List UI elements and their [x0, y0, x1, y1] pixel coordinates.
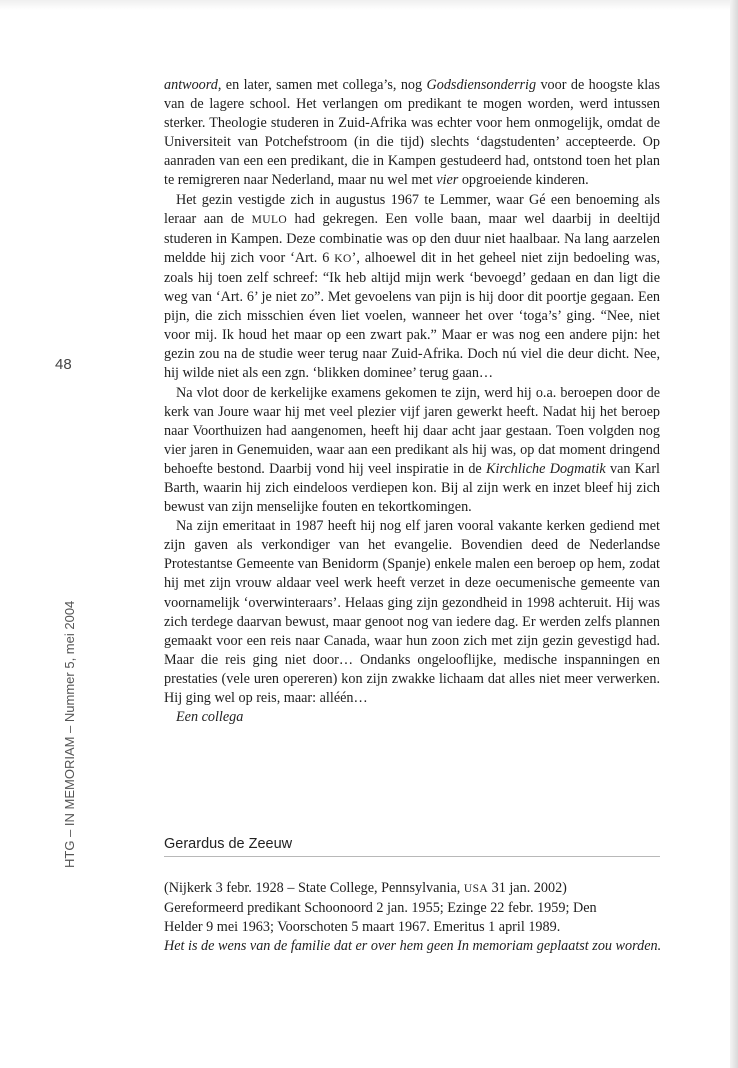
page-edge-right: [730, 0, 738, 1068]
bio-career-line-2: Helder 9 mei 1963; Voorschoten 5 maart 1967. Emeritus 1 april 1989.: [164, 919, 561, 936]
emphasis-vier: vier: [436, 172, 459, 189]
obituary-body: [164, 76, 660, 727]
book-title-kirchliche-dogmatik: Kirchliche Dogmatik: [486, 460, 606, 477]
signature: Een collega: [176, 709, 244, 726]
heading-divider: [164, 856, 660, 857]
section-heading: Gerardus de Zeeuw: [164, 836, 293, 852]
bio-family-note: Het is de wens van de familie dat er over hem geen In memoriam geplaatst zou worden.: [164, 938, 662, 955]
abbr-ko: KO: [334, 252, 352, 265]
bio-text: (Nijkerk 3 febr. 1928 – State College, Pennsylvania,: [164, 880, 464, 896]
paragraph-1: [164, 76, 660, 191]
bio-dates: [164, 879, 664, 899]
book-title-antwoord: antwoord: [164, 77, 218, 93]
paragraph-text: , en later, samen met collega’s, nog: [217, 77, 427, 93]
book-title-godsdiensonderrig: Godsdiensonderrig: [426, 77, 537, 93]
paragraph-text: had gekregen. Een volle baan, maar wel daarbij in deeltijd studeren in Kampen. Deze combinatie was op den duur niet haalbaar. Na lang aarzelen meldde hij zich voor ‘Art. 6: [164, 210, 660, 266]
paragraph-text: voor de hoogste klas van de lagere school. Het verlangen om predikant te mogen worden, werd intussen sterker. Theologie studeren in Zuid-Afrika was echter voor hem onmogelijk, omdat de Universiteit van Potchefstroom (in die tijd) slechts ‘dagstudenten’ accepteerde. Op aanraden van een een predikant, die in Kampen gestudeerd had, ontstond toen het plan te remigreren naar Nederland, maar nu wel met: [164, 77, 661, 189]
page-number: 48: [55, 356, 72, 373]
paragraph-text: van Karl Barth, waarin hij zich eindeloos verdiepen kon. Bij al zijn werk en inzet bleef hij zich bewust van zijn menselijke fouten en tekortkomingen.: [164, 460, 660, 516]
bio-text: 31 jan. 2002): [488, 880, 567, 896]
abbr-mulo: MULO: [251, 213, 288, 226]
paragraph-4: Na zijn emeritaat in 1987 heeft hij nog elf jaren vooral vakante kerken gediend met zijn gaven als verkondiger van het evangelie. Bovendien deed de Nederlandse Protestantse Gemeente van Benidorm (Spanje) enkele malen een beroep op hem, zodat hij met zijn vrouw aldaar veel werk heeft verzet in deze oecumenische gemeente van voornamelijk ‘overwinteraars’. Helaas ging zijn gezondheid in 1998 achteruit. Hij was zich terdege daarvan bewust, maar genoot nog van iedere dag. Er werden zelfs plannen gemaakt voor een reis naar Canada, waar hun zoon zich met zijn gezin gevestigd had. Maar die reis ging niet door… Ondanks ongelooflijke, medische inspanningen en prestaties (vele uren opereren) kon zijn zwakke lichaam dat alles niet meer verwerken. Hij ging wel op reis, maar: alléén…: [164, 518, 660, 706]
paragraph-text: Na vlot door de kerkelijke examens gekomen te zijn, werd hij o.a. beroepen door de kerk van Joure waar hij met veel plezier vijf jaren gewerkt heeft. Nadat hij het beroep naar Voorthuizen had aangenomen, heeft hij daar acht jaar gestaan. Toen volgden nog vier jaren in Genemuiden, waar aan een predikant als hij was, op dat moment dringend behoefte bestond. Daarbij vond hij veel inspiratie in de: [164, 384, 660, 477]
paragraph-text: Het gezin vestigde zich in augustus 1967 te Lemmer, waar Gé een benoeming als leraar aan de: [164, 191, 660, 227]
running-footer-caption: HTG – IN MEMORIAM – Nummer 5, mei 2004: [62, 600, 77, 868]
abbr-usa: USA: [463, 883, 489, 895]
paragraph-3: [164, 384, 660, 518]
page-edge-top: [0, 0, 738, 10]
paragraph-text: opgroeiende kinderen.: [458, 172, 589, 189]
paragraph-2: [164, 191, 660, 384]
bio-career-line-1: Gereformeerd predikant Schoonoord 2 jan. 1955; Ezinge 22 febr. 1959; Den: [164, 900, 597, 917]
biography-block: [164, 879, 664, 956]
paragraph-text: ’, alhoewel dit in het geheel niet zijn bedoeling was, zoals hij toen zelf schreef: “Ik heb altijd mijn werk ‘bevoegd’ gedaan en dan ligt die weg van ‘Art. 6’ je niet zo”. Met gevoelens van pijn is hij door dit poortje gegaan. Een pijn, die zich misschien éven liet voelen, wanneer het over ‘toga’s’ ging. “Nee, niet voor mij. Ik houd het maar op een zwart pak.” Maar er was nog een andere pijn: het gezin zou na de studie weer terug naar Zuid-Afrika. Doch nú viel die deur dicht. Nee, hij wilde niet als een zgn. ‘blikken dominee’ terug gaan…: [164, 249, 661, 382]
